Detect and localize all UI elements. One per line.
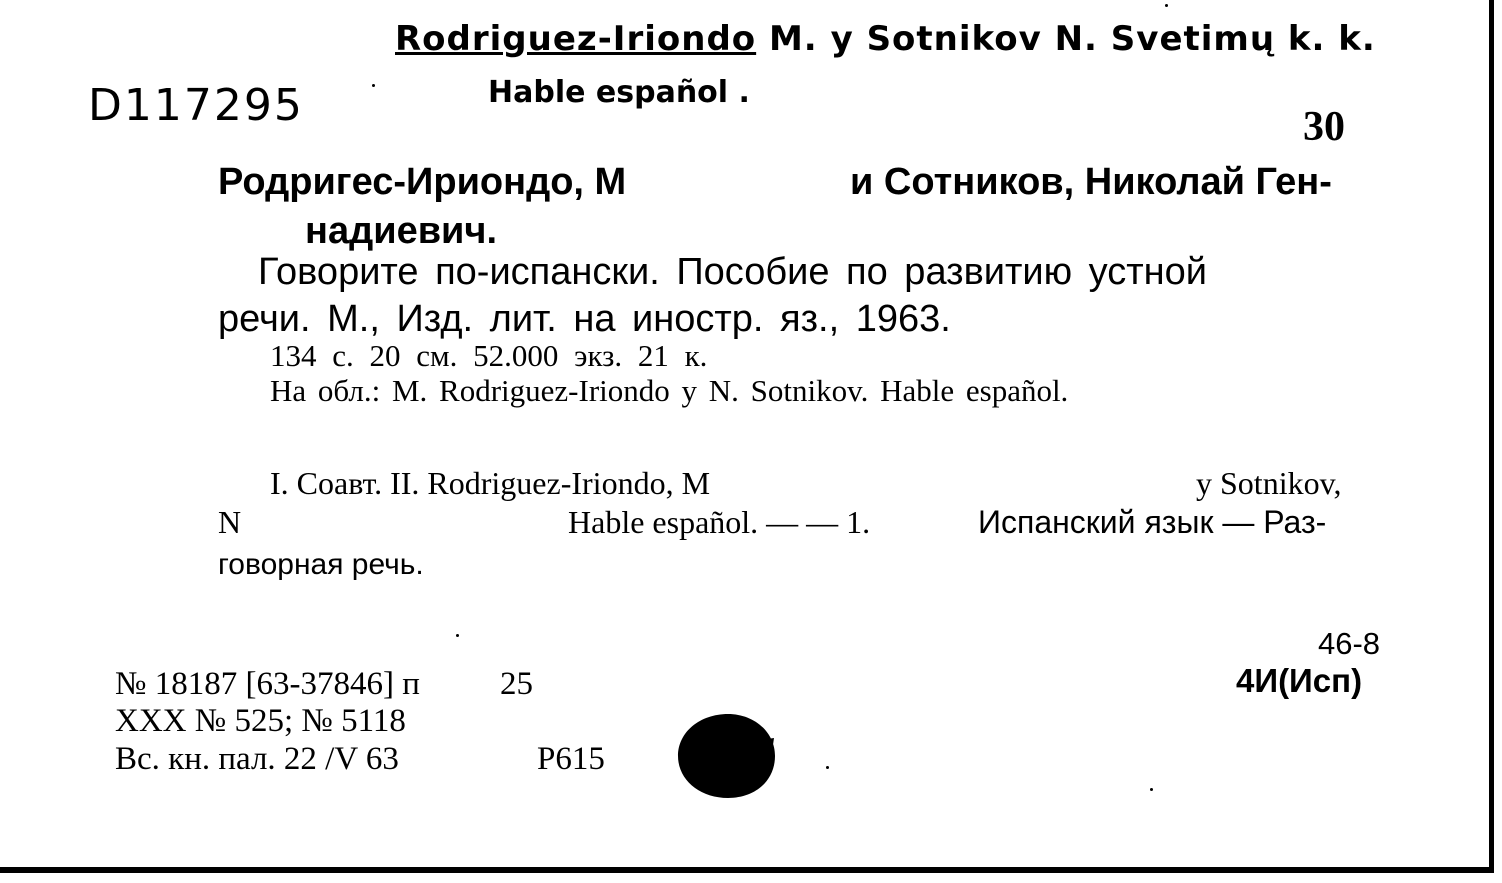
handwritten-author-rest: M. y Sotnikov N. Svetimų k. k. [756,19,1376,59]
footer-line-1-right: 25 [500,666,533,702]
footer-line-1: № 18187 [63-37846] п [115,666,420,702]
speck [826,766,829,769]
tracing-line-3: говорная речь. [218,548,424,581]
physical-description: 134 с. 20 см. 52.000 экз. 21 к. [270,338,708,373]
title-line-1: Говорите по-испански. Пособие по развитию устной [258,251,1207,293]
card-number: 30 [1303,104,1345,150]
footer-line-2: XXX № 525; № 5118 [115,703,406,739]
author-first: Родригес-Ириондо, М [218,161,627,203]
tracing-line-2-mid: Hable español. — — 1. [568,504,871,540]
speck [372,84,375,87]
punch-hole [676,712,776,800]
author-second: и Сотников, Николай Ген- [850,161,1332,203]
speck [456,634,459,637]
tracing-line-2-right: Испанский язык — Раз- [978,504,1327,540]
footer-line-3-right: P615 [537,741,605,777]
footer-line-3: Вс. кн. пал. 22 /V 63 [115,741,399,777]
handwritten-catalog-code: D117295 [88,80,304,131]
tracing-line-2-left: N [218,504,242,540]
speck [1150,788,1153,791]
speck [1165,4,1168,7]
handwritten-title: Hable español . [488,75,750,110]
title-line-2: речи. М., Изд. лит. на иностр. яз., 1963. [218,298,951,340]
tracing-line-1-left: I. Соавт. II. Rodriguez-Iriondo, M [270,465,711,501]
cover-note: На обл.: M. Rodriguez-Iriondo y N. Sotnikov. Hable español. [270,373,1069,408]
handwritten-heading [395,19,1376,59]
handwritten-author-underlined: Rodriguez-Iriondo [395,19,757,59]
author-continuation: надиевич. [305,210,498,252]
classification-code-1: 46-8 [1318,626,1381,661]
classification-code-2: 4И(Исп) [1236,662,1363,699]
tracing-line-1-right: y Sotnikov, [1196,465,1342,501]
